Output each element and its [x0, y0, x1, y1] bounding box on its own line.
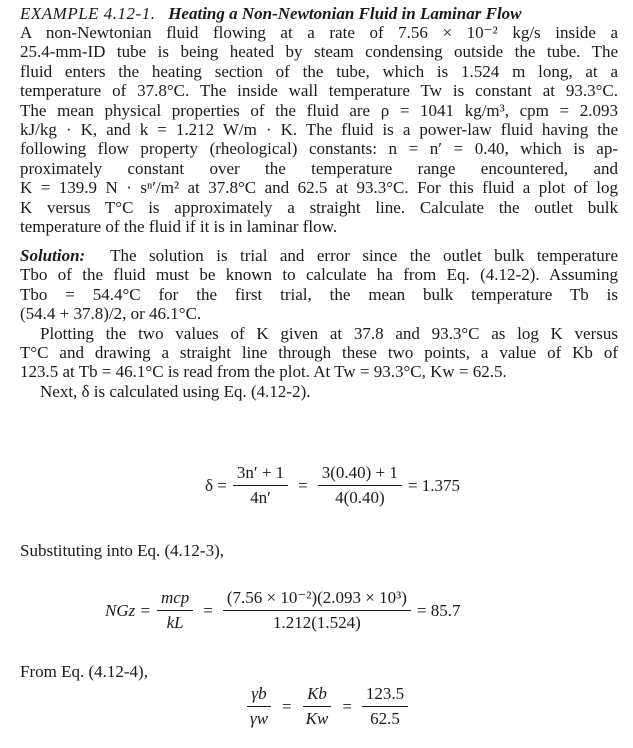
- gamma-equals-1: =: [282, 696, 292, 716]
- solution-lead: Solution:: [20, 246, 86, 265]
- gamma-fraction-1: [246, 684, 272, 729]
- problem-statement: [20, 23, 618, 236]
- problem-line: K = 139.9 N · sⁿ′/m² at 37.8°C and 62.5 at 93.3°C. For this fluid a plot of log: [20, 178, 618, 198]
- solution-line: T°C and drawing a straight line through these two points, a value of Kb of: [20, 343, 618, 363]
- delta-lhs: δ =: [205, 475, 227, 495]
- gamma-fraction-1-denominator: γw: [250, 709, 269, 728]
- gamma-fraction-3-numerator: 123.5: [362, 684, 408, 707]
- equation-graetz: [105, 588, 460, 633]
- solution-first-line: [20, 246, 618, 265]
- problem-line: temperature of 37.8°C. The inside wall temperature Tw is constant at 93.3°C.: [20, 81, 618, 101]
- substituting-label: Substituting into Eq. (4.12-3),: [20, 541, 224, 560]
- graetz-fraction-2: [223, 588, 411, 633]
- graetz-fraction-1-denominator: kL: [166, 613, 184, 632]
- graetz-equals: =: [203, 600, 213, 620]
- problem-line: K versus T°C is approximately a straight line. Calculate the outlet bulk: [20, 197, 618, 217]
- gamma-fraction-2-denominator: Kw: [305, 709, 329, 728]
- problem-line: The mean physical properties of the fluid are ρ = 1041 kg/m³, cpm = 2.093: [20, 100, 618, 120]
- solution-line: The solution is trial and error since the outlet bulk temperature: [110, 246, 618, 265]
- example-heading: [20, 4, 618, 23]
- delta-fraction-1-denominator: 4n′: [250, 488, 271, 507]
- problem-line: kJ/kg · K, and k = 1.212 W/m · K. The fluid is a power-law fluid having the: [20, 120, 618, 140]
- problem-line: 25.4-mm-ID tube is being heated by steam condensing outside the tube. The: [20, 42, 618, 62]
- delta-equals: =: [298, 475, 308, 495]
- delta-fraction-2-numerator: 3(0.40) + 1: [318, 463, 402, 486]
- delta-result: = 1.375: [407, 475, 461, 495]
- problem-line: proximately constant over the temperature range encountered, and: [20, 158, 618, 178]
- gamma-fraction-2: [302, 684, 333, 729]
- gamma-fraction-3-denominator: 62.5: [370, 709, 400, 728]
- from-eq-label: From Eq. (4.12-4),: [20, 662, 148, 681]
- delta-fraction-1: [233, 463, 288, 508]
- problem-line: fluid enters the heating section of the tube, which is 1.524 m long, at a: [20, 61, 618, 81]
- graetz-fraction-1-numerator: mcp: [157, 588, 193, 611]
- graetz-fraction-2-denominator: 1.212(1.524): [272, 613, 361, 632]
- graetz-result: = 85.7: [416, 600, 461, 620]
- delta-fraction-2: [318, 463, 402, 508]
- solution-line: Plotting the two values of K given at 37.8 and 93.3°C as log K versus: [40, 323, 618, 343]
- problem-line: following flow property (rheological) constants: n = n′ = 0.40, which is ap-: [20, 139, 618, 159]
- solution-line: Tbo of the fluid must be known to calculate ha from Eq. (4.12-2). Assuming: [20, 265, 618, 285]
- equation-gamma: [240, 684, 414, 729]
- graetz-fraction-2-numerator: (7.56 × 10⁻²)(2.093 × 10³): [223, 588, 411, 611]
- graetz-lhs: NGz =: [105, 600, 151, 620]
- problem-line: temperature of the fluid if it is in laminar flow.: [20, 217, 338, 237]
- solution-line: 123.5 at Tb = 46.1°C is read from the plot. At Tw = 93.3°C, Kw = 62.5.: [20, 362, 507, 382]
- graetz-fraction-1: [157, 588, 193, 633]
- gamma-fraction-1-numerator: γb: [247, 684, 270, 707]
- gamma-equals-2: =: [342, 696, 352, 716]
- delta-fraction-1-numerator: 3n′ + 1: [233, 463, 288, 486]
- problem-line: A non-Newtonian fluid flowing at a rate of 7.56 × 10⁻² kg/s inside a: [20, 23, 618, 42]
- gamma-fraction-2-numerator: Kb: [303, 684, 331, 707]
- solution-line: (54.4 + 37.8)/2, or 46.1°C.: [20, 304, 202, 324]
- example-label: EXAMPLE 4.12-1.: [20, 4, 156, 23]
- solution-line: Tbo = 54.4°C for the first trial, the mean bulk temperature Tb is: [20, 284, 618, 304]
- solution-text: [20, 246, 618, 401]
- equation-delta: [205, 463, 460, 508]
- delta-fraction-2-denominator: 4(0.40): [335, 488, 385, 507]
- gamma-fraction-3: [362, 684, 408, 729]
- solution-line: Next, δ is calculated using Eq. (4.12-2).: [40, 381, 311, 401]
- example-title: Heating a Non-Newtonian Fluid in Laminar Flow: [168, 4, 522, 23]
